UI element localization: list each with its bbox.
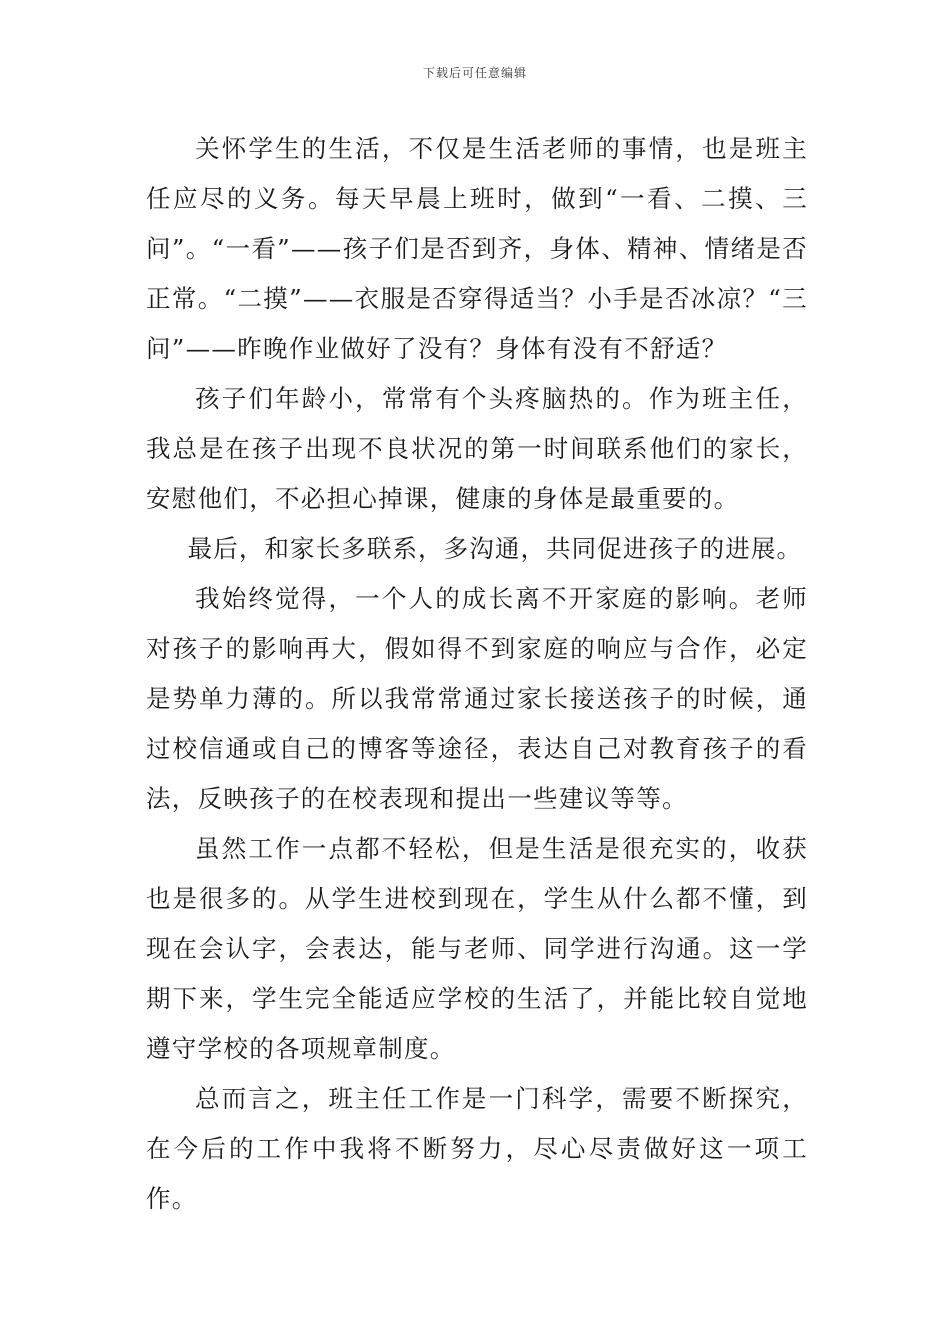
paragraph-health-contact: 孩子们年龄小，常常有个头疼脑热的。作为班主任，我总是在孩子出现不良状况的第一时间联系他们的家长，安慰他们，不必担心掉课，健康的身体是最重要的。 <box>146 384 808 513</box>
document-body <box>146 124 808 1224</box>
header-note: 下载后可任意编辑 <box>422 66 527 80</box>
paragraph-student-care: 关怀学生的生活，不仅是生活老师的事情，也是班主任应尽的义务。每天早晨上班时，做到“一看、二摸、三问”。“一看”——孩子们是否到齐，身体、精神、情绪是否正常。“二摸”——衣服是否穿得适当？小手是否冰凉？“三问”——昨晚作业做好了没有？身体有没有不舒适？ <box>146 134 808 363</box>
paragraph-conclusion: 总而言之，班主任工作是一门科学，需要不断探究，在今后的工作中我将不断努力，尽心尽责做好这一项工作。 <box>146 1084 808 1213</box>
paragraph-reflection: 虽然工作一点都不轻松，但是生活是很充实的，收获也是很多的。从学生进校到现在，学生从什么都不懂，到现在会认字，会表达，能与老师、同学进行沟通。这一学期下来，学生完全能适应学校的生活了，并能比较自觉地遵守学校的各项规章制度。 <box>146 834 808 1063</box>
paragraph-parent-communication: 最后，和家长多联系，多沟通，共同促进孩子的进展。 <box>187 534 803 563</box>
paragraph-family-influence: 我始终觉得，一个人的成长离不开家庭的影响。老师对孩子的影响再大，假如得不到家庭的响应与合作，必定是势单力薄的。所以我常常通过家长接送孩子的时候，通过校信通或自己的博客等途径，表达自己对教育孩子的看法，反映孩子的在校表现和提出一些建议等等。 <box>146 584 808 813</box>
